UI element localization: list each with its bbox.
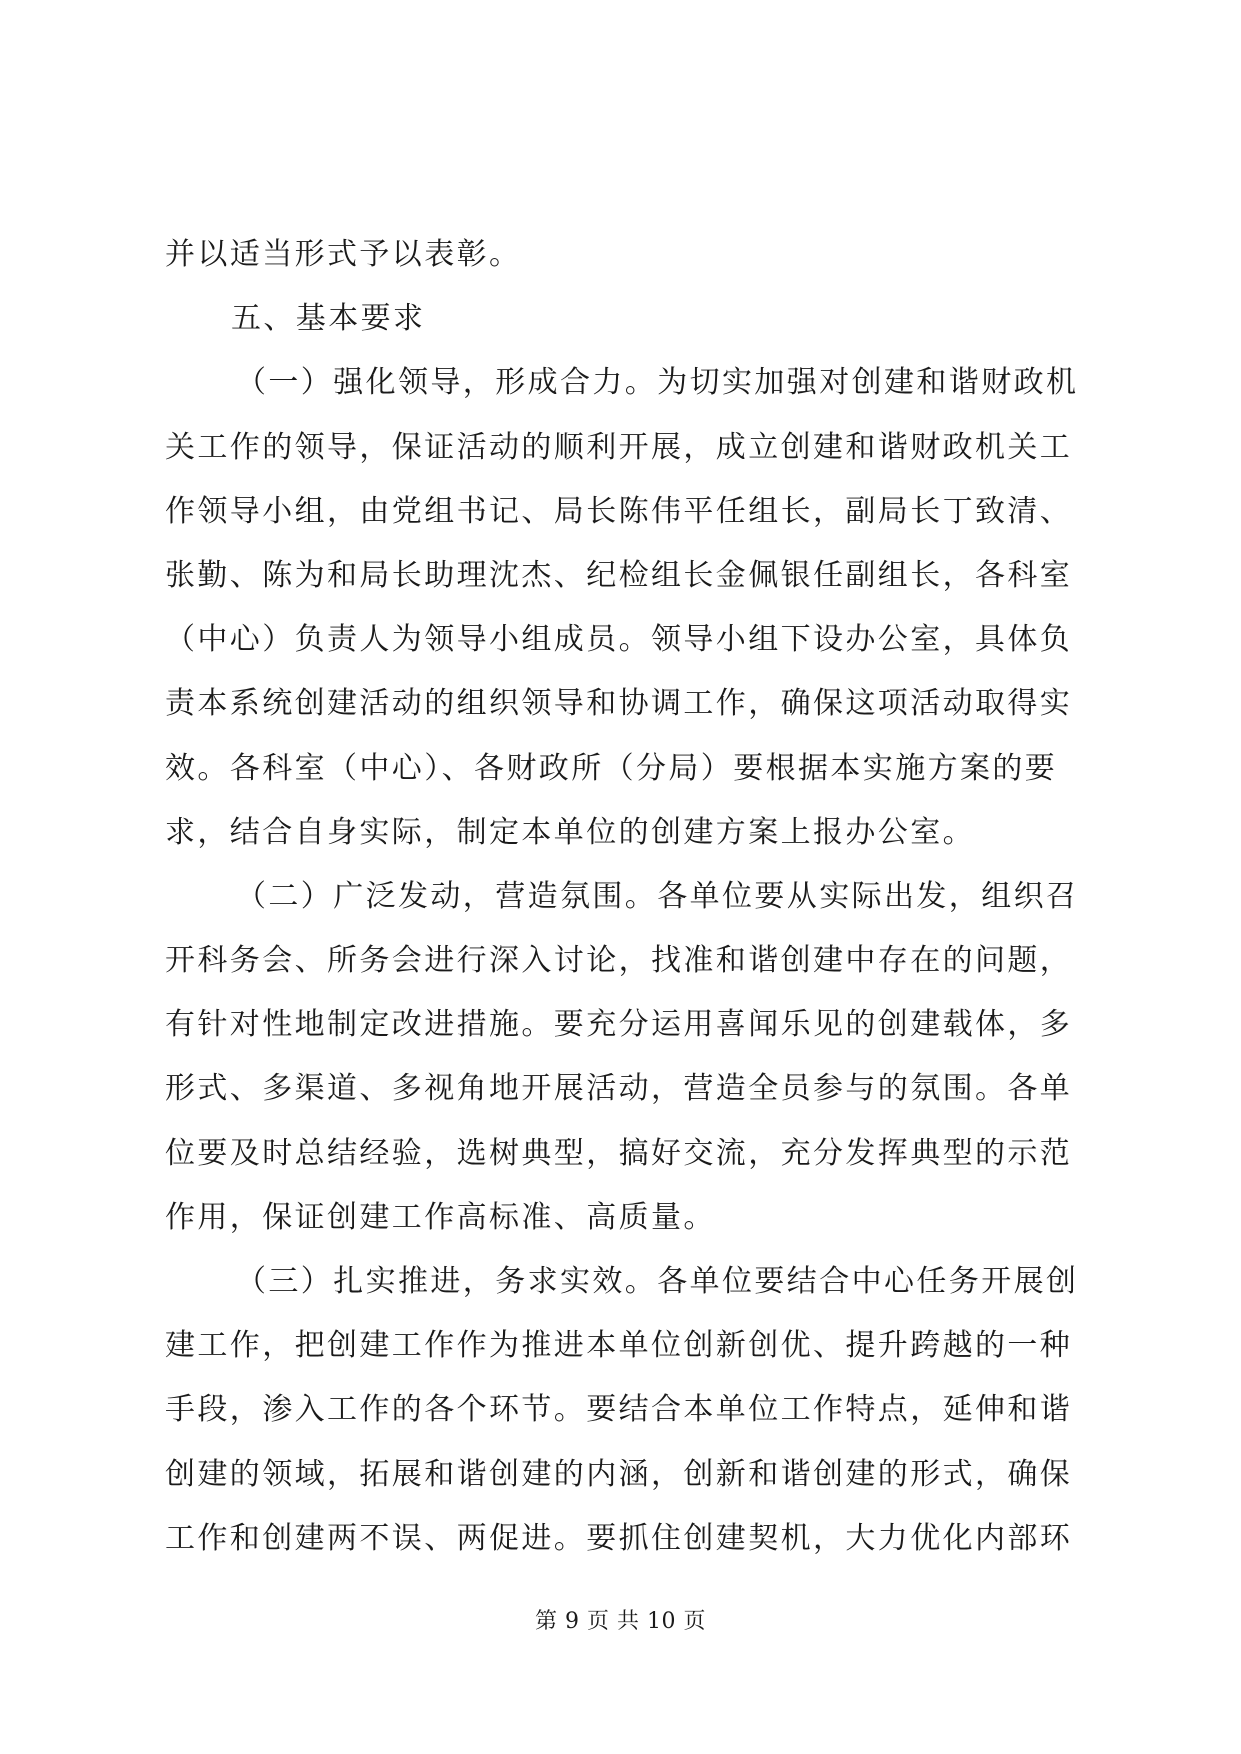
page-number-footer: 第 9 页 共 10 页 bbox=[535, 1609, 706, 1634]
body-line: 手段，渗入工作的各个环节。要结合本单位工作特点，延伸和谐 bbox=[165, 1392, 1073, 1428]
body-line: 作用，保证创建工作高标准、高质量。 bbox=[165, 1199, 716, 1235]
body-line: 张勤、陈为和局长助理沈杰、纪检组长金佩银任副组长，各科室 bbox=[165, 557, 1073, 593]
body-line: 开科务会、所务会进行深入讨论，找准和谐创建中存在的问题， bbox=[165, 943, 1073, 979]
body-line: 建工作，把创建工作作为推进本单位创新创优、提升跨越的一种 bbox=[165, 1328, 1073, 1364]
body-line: 关工作的领导，保证活动的顺利开展，成立创建和谐财政机关工 bbox=[165, 429, 1073, 465]
body-line: 位要及时总结经验，选树典型，搞好交流，充分发挥典型的示范 bbox=[165, 1135, 1073, 1171]
body-line: 工作和创建两不误、两促进。要抓住创建契机，大力优化内部环 bbox=[165, 1520, 1073, 1556]
body-line: 创建的领域，拓展和谐创建的内涵，创新和谐创建的形式，确保 bbox=[165, 1456, 1073, 1492]
body-line: 形式、多渠道、多视角地开展活动，营造全员参与的氛围。各单 bbox=[165, 1071, 1073, 1107]
document-body bbox=[165, 223, 1085, 1571]
body-line: 作领导小组，由党组书记、局长陈伟平任组长，副局长丁致清、 bbox=[165, 493, 1073, 529]
body-line: 求，结合自身实际，制定本单位的创建方案上报办公室。 bbox=[165, 814, 975, 850]
body-line: 责本系统创建活动的组织领导和协调工作，确保这项活动取得实 bbox=[165, 686, 1073, 722]
body-line: 效。各科室（中心）、各财政所（分局）要根据本实施方案的要 bbox=[165, 750, 1058, 786]
body-line: 有针对性地制定改进措施。要充分运用喜闻乐见的创建载体，多 bbox=[165, 1007, 1073, 1043]
paragraph-start: （一）强化领导，形成合力。为切实加强对创建和谐财政机 bbox=[236, 365, 1079, 401]
body-line: 并以适当形式予以表彰。 bbox=[165, 237, 522, 272]
section-heading: 五、基本要求 bbox=[231, 301, 426, 337]
paragraph-start: （三）扎实推进，务求实效。各单位要结合中心任务开展创 bbox=[236, 1264, 1079, 1299]
paragraph-start: （二）广泛发动，营造氛围。各单位要从实际出发，组织召 bbox=[236, 878, 1079, 914]
body-line: （中心）负责人为领导小组成员。领导小组下设办公室，具体负 bbox=[165, 622, 1073, 658]
